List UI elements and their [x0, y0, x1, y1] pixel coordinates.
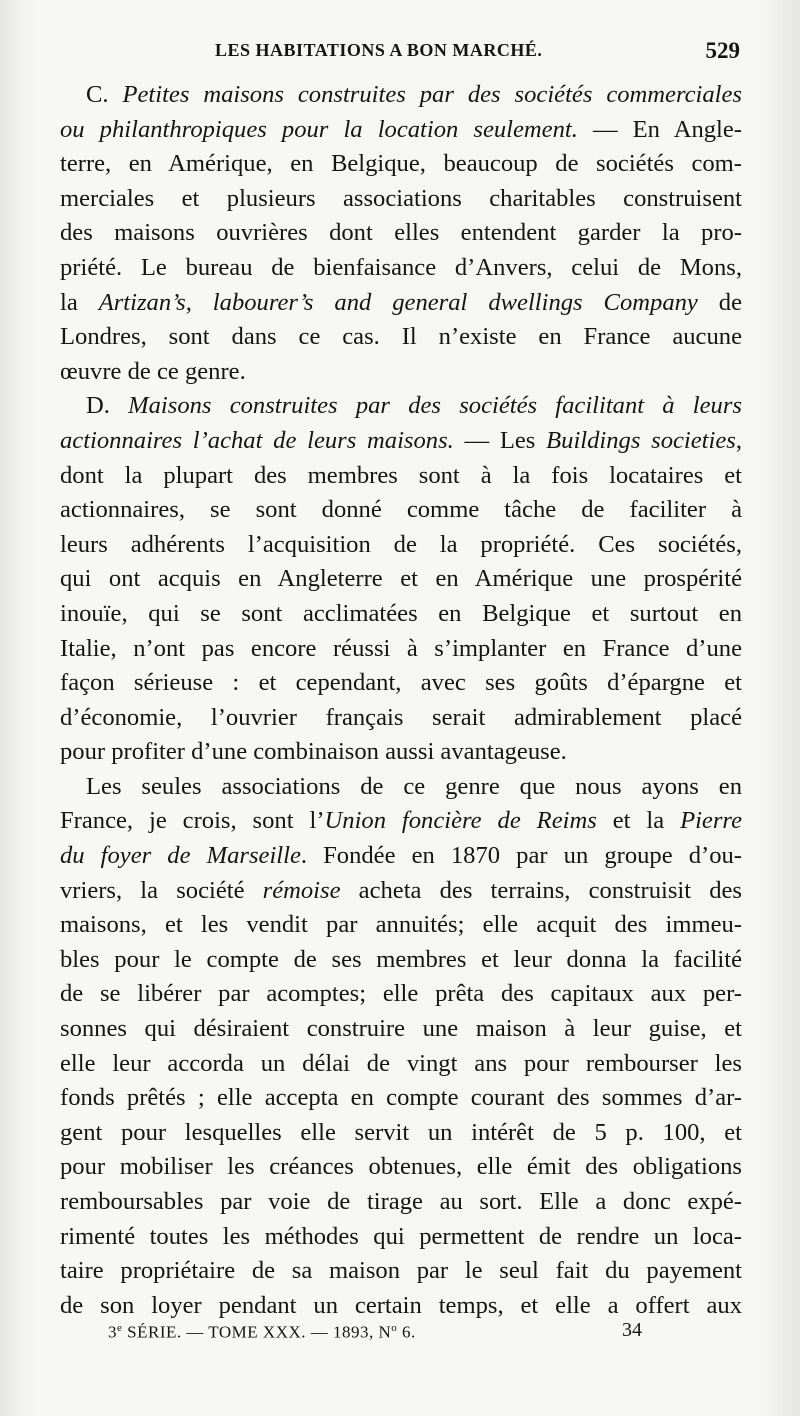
text-line: de se libérer par acomptes; elle prêta des capitaux aux per-: [60, 980, 742, 1008]
text-line: sonnes qui désiraient construire une maison à leur guise, et: [60, 1015, 742, 1043]
text-line: ou philanthropiques pour la location seulement. — En Angle-: [60, 115, 742, 143]
text-line: du foyer de Marseille. Fondée en 1870 par un groupe d’ou-: [60, 842, 742, 870]
text-line: taire propriétaire de sa maison par le seul fait du payement: [60, 1257, 742, 1285]
text-line: Londres, sont dans ce cas. Il n’existe en France aucune: [60, 323, 742, 351]
text-line: Italie, n’ont pas encore réussi à s’implanter en France d’une: [60, 634, 742, 662]
text-line: des maisons ouvrières dont elles entendent garder la pro-: [60, 219, 742, 247]
text-line: D. Maisons construites par des sociétés facilitant à leurs: [86, 392, 742, 420]
text-line: pour mobiliser les créances obtenues, elle émit des obligations: [60, 1153, 742, 1181]
text-line: vriers, la société rémoise acheta des terrains, construisit des: [60, 876, 743, 904]
body-text: [60, 78, 742, 1323]
running-head: LES HABITATIONS A BON MARCHÉ.: [215, 40, 543, 60]
text-line: de son loyer pendant un certain temps, et elle a offert aux: [60, 1291, 742, 1319]
text-line: fonds prêtés ; elle accepta en compte courant des sommes d’ar-: [60, 1084, 742, 1112]
text-line: qui ont acquis en Angleterre et en Amérique une prospérité: [60, 565, 742, 593]
page-footer: [60, 1316, 740, 1356]
series-line: 3e SÉRIE. — TOME XXX. — 1893, $N^o$ 6.: [108, 1322, 416, 1342]
page-number: 529: [705, 38, 740, 63]
signature-mark: 34: [622, 1319, 642, 1341]
text-line: priété. Le bureau de bienfaisance d’Anvers, celui de Mons,: [60, 253, 742, 281]
text-line: merciales et plusieurs associations charitables construisent: [60, 184, 742, 212]
text-line: façon sérieuse : et cependant, avec ses goûts d’épargne et: [60, 669, 742, 697]
text-line: C. Petites maisons construites par des sociétés commerciales: [86, 81, 742, 108]
text-line: remboursables par voie de tirage au sort. Elle a donc expé-: [60, 1188, 742, 1215]
text-line: actionnaires l’achat de leurs maisons. — Les Buildings societies,: [60, 426, 742, 454]
text-line: terre, en Amérique, en Belgique, beaucoup de sociétés com-: [60, 150, 742, 178]
page-header: [60, 36, 740, 68]
text-line: la Artizan’s, labourer’s and general dwellings Company de: [60, 288, 742, 316]
text-line: France, je crois, sont l’Union foncière de Reims et la Pierre: [60, 807, 742, 835]
text-line: œuvre de ce genre.: [60, 357, 246, 385]
text-line: elle leur accorda un délai de vingt ans pour rembourser les: [60, 1049, 742, 1077]
text-line: inouïe, qui se sont acclimatées en Belgique et surtout en: [60, 599, 742, 627]
text-line: Les seules associations de ce genre que nous ayons en: [86, 772, 742, 800]
text-line: bles pour le compte de ses membres et leur donna la facilité: [60, 945, 742, 973]
text-line: dont la plupart des membres sont à la fois locataires et: [60, 461, 742, 489]
text-line: actionnaires, se sont donné comme tâche de faciliter à: [60, 496, 742, 524]
text-line: rimenté toutes les méthodes qui permettent de rendre un loca-: [60, 1222, 742, 1250]
text-line: leurs adhérents l’acquisition de la propriété. Ces sociétés,: [60, 530, 742, 558]
text-line: d’économie, l’ouvrier français serait admirablement placé: [60, 703, 742, 731]
text-line: gent pour lesquelles elle servit un intérêt de 5 p. 100, et: [60, 1118, 742, 1146]
text-line: pour profiter d’une combinaison aussi avantageuse.: [60, 738, 567, 766]
text-line: maisons, et les vendit par annuités; elle acquit des immeu-: [60, 911, 742, 939]
